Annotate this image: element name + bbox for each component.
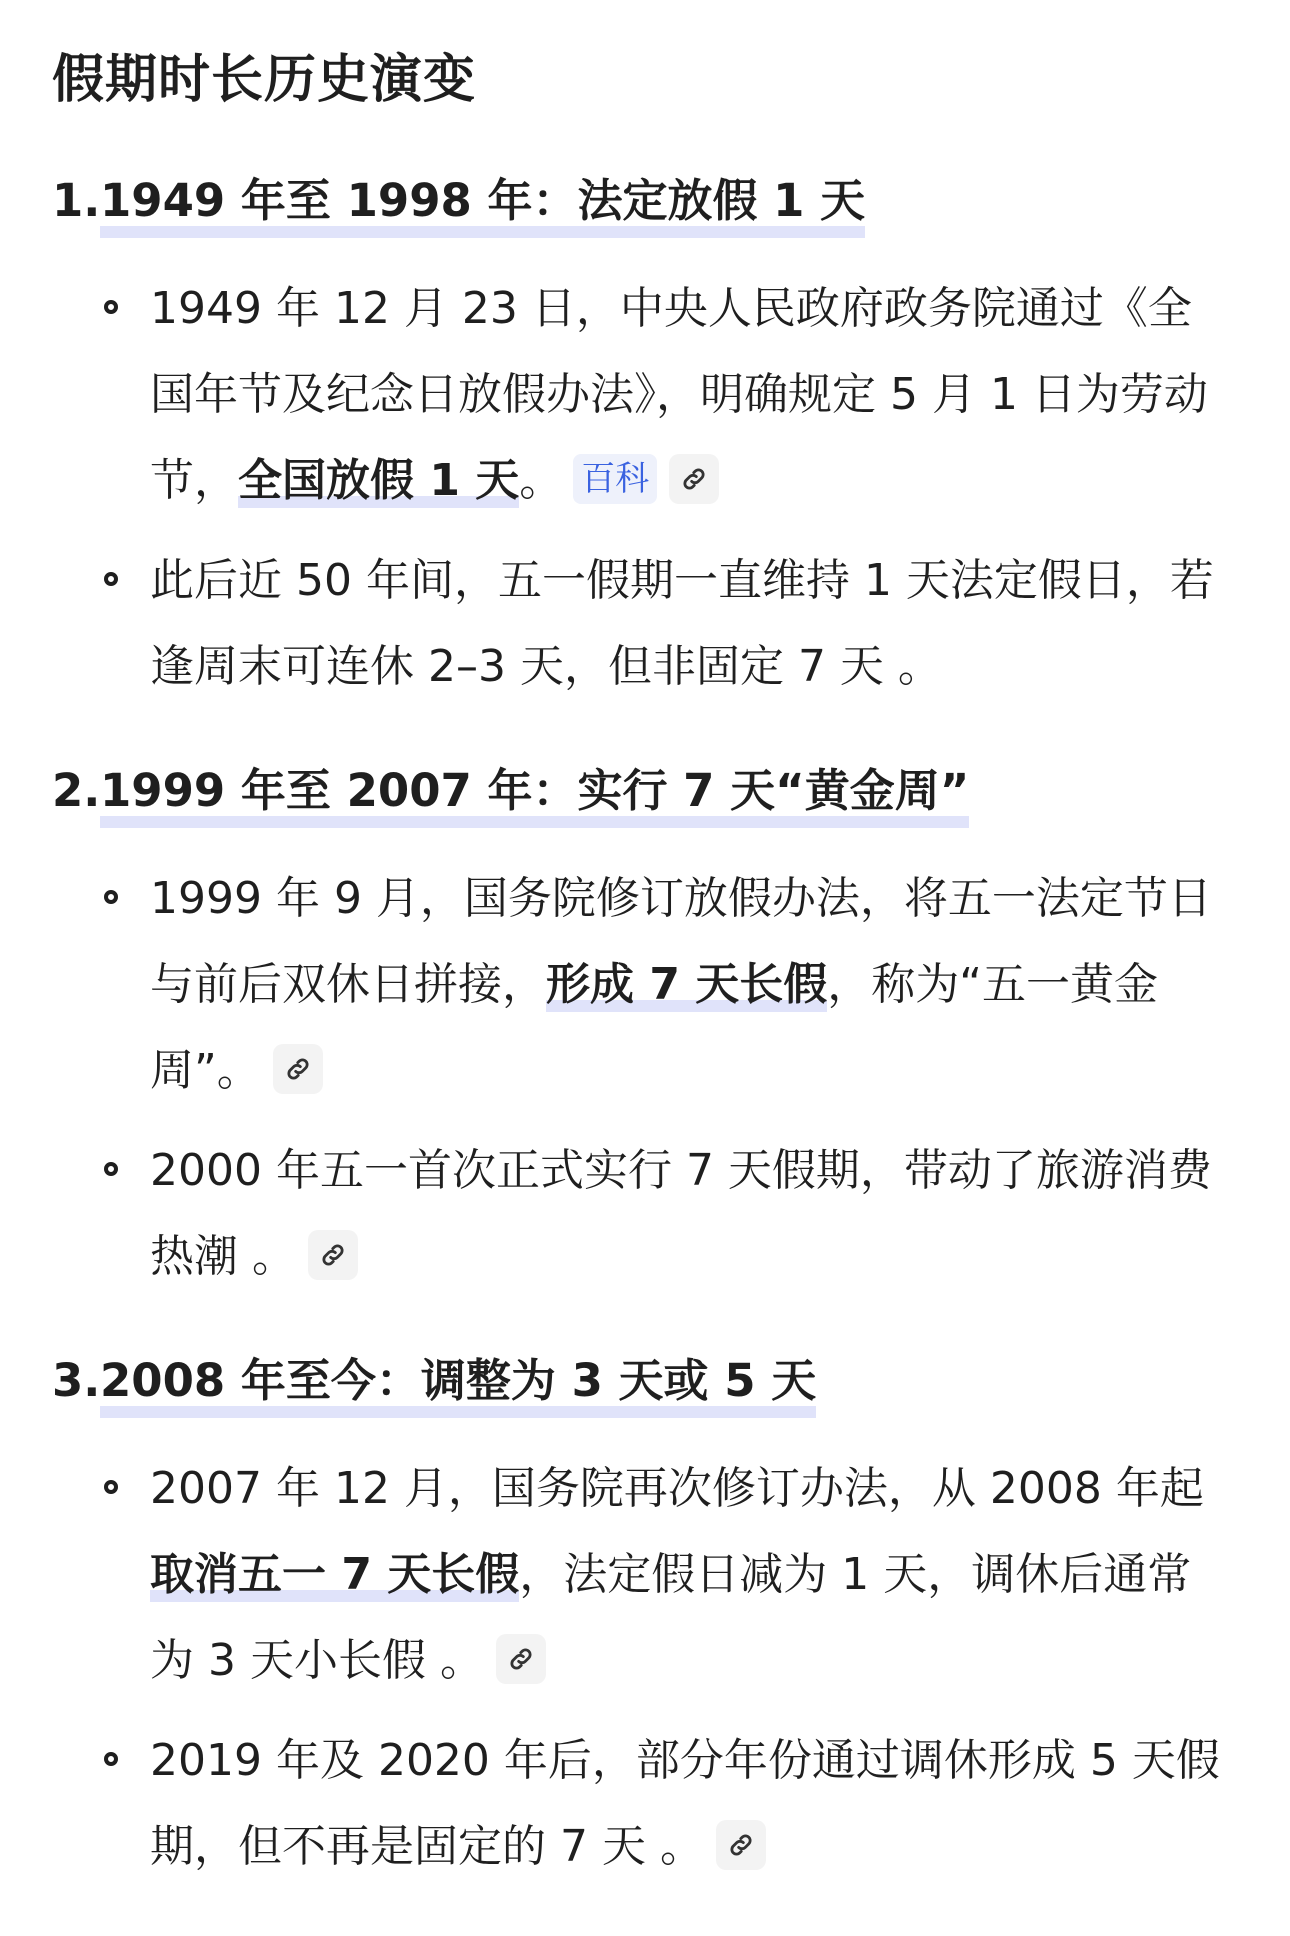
bullet-text: 1999 年 9 月，国务院修订放假办法，将五一法定节日与前后双休日拼接， bbox=[150, 873, 1212, 1010]
bullet-list bbox=[52, 266, 1242, 710]
bullet-text: 此后近 50 年间，五一假期一直维持 1 天法定假日，若逢周末可连休 2–3 天，但非固定 7 天 。 bbox=[150, 555, 1214, 692]
bullet-text: 2007 年 12 月，国务院再次修订办法，从 2008 年起 bbox=[150, 1463, 1204, 1514]
link-icon[interactable] bbox=[496, 1634, 546, 1684]
bullet-text: 2019 年及 2020 年后，部分年份通过调休形成 5 天假期，但不再是固定的 7 天 。 bbox=[150, 1735, 1220, 1872]
section-number: 3. bbox=[52, 1354, 101, 1407]
link-icon[interactable] bbox=[308, 1230, 358, 1280]
bullet-text: 1949 年 12 月 23 日，中央人民政府政务院通过《全国年节及纪念日放假办法》，明确规定 5 月 1 日为劳动节， bbox=[150, 283, 1208, 506]
bullet-text: 2000 年五一首次正式实行 7 天假期，带动了旅游消费热潮 。 bbox=[150, 1145, 1212, 1282]
bullet-list bbox=[52, 1446, 1242, 1890]
list-item bbox=[150, 1446, 1242, 1704]
bullet-text-end: ，法定假日减为 1 天，调休后通常为 3 天小长假 。 bbox=[150, 1549, 1192, 1686]
link-icon[interactable] bbox=[273, 1044, 323, 1094]
section-heading-text: 1949 年至 1998 年：法定放假 1 天 bbox=[100, 166, 865, 238]
section-3 bbox=[52, 1346, 1242, 1890]
section-heading-text: 1999 年至 2007 年：实行 7 天“黄金周” bbox=[100, 756, 969, 828]
bullet-text-end: 。 bbox=[519, 455, 564, 506]
bullet-list bbox=[52, 856, 1242, 1300]
section-2 bbox=[52, 756, 1242, 1300]
list-item bbox=[150, 538, 1242, 710]
bullet-emphasis: 取消五一 7 天长假 bbox=[150, 1549, 520, 1600]
link-icon[interactable] bbox=[669, 454, 719, 504]
bullet-text-end: ，称为“五一黄金周”。 bbox=[150, 959, 1159, 1096]
list-item bbox=[150, 1128, 1242, 1300]
list-item bbox=[150, 266, 1242, 524]
bullet-emphasis: 全国放假 1 天 bbox=[238, 455, 520, 506]
section-heading-text: 2008 年至今：调整为 3 天或 5 天 bbox=[100, 1346, 816, 1418]
section-heading bbox=[52, 756, 1242, 828]
article bbox=[52, 40, 1242, 1936]
baike-source-badge[interactable]: 百科 bbox=[573, 454, 657, 504]
bullet-emphasis: 形成 7 天长假 bbox=[546, 959, 828, 1010]
link-icon[interactable] bbox=[716, 1820, 766, 1870]
section-number: 2. bbox=[52, 764, 101, 817]
section-number: 1. bbox=[52, 174, 101, 227]
section-heading bbox=[52, 1346, 1242, 1418]
list-item bbox=[150, 856, 1242, 1114]
page-title: 假期时长历史演变 bbox=[52, 50, 477, 110]
section-1 bbox=[52, 166, 1242, 710]
list-item bbox=[150, 1718, 1242, 1890]
section-heading bbox=[52, 166, 1242, 238]
